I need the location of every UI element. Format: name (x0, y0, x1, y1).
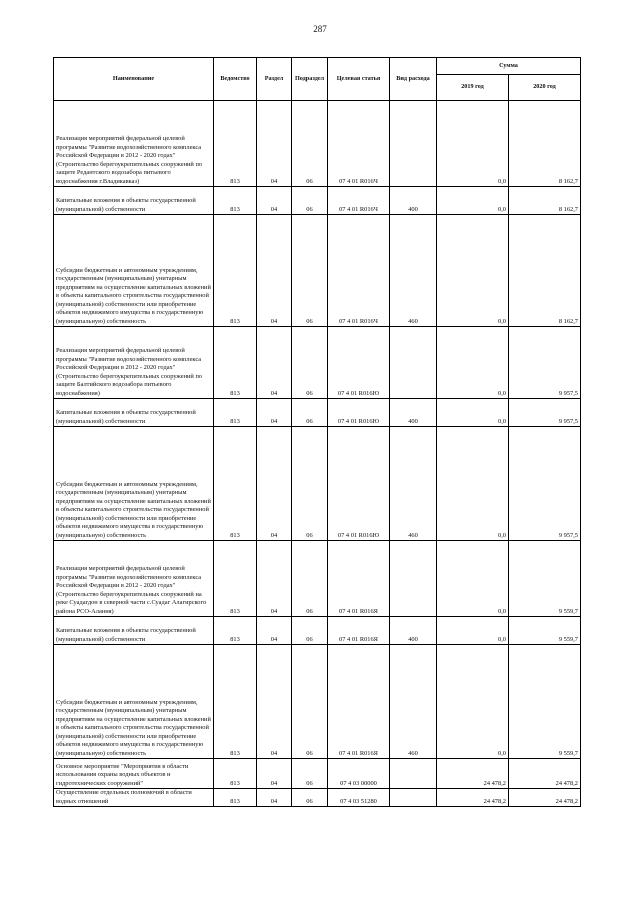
row-name: Реализация мероприятий федеральной целевой программы "Развитие водохозяйственного комплекса Российской Федерации в 2012 - 2020 годах" (Строительство берегоукрепительных сооружений по защите Редантского водозабора питьевого водоснабжения г.Владикавказ) (54, 101, 214, 187)
row-vedomstvo: 813 (214, 541, 257, 617)
row-razdel: 04 (257, 187, 292, 215)
row-vedomstvo: 813 (214, 759, 257, 789)
row-sum-2019: 0,0 (437, 541, 509, 617)
header-podrazdel: Подраздел (292, 58, 328, 101)
row-sum-2019: 24 478,2 (437, 759, 509, 789)
row-sum-2020: 9 559,7 (509, 541, 581, 617)
table-row (54, 541, 581, 617)
row-razdel: 04 (257, 759, 292, 789)
row-celevaya: 07 4 03 51280 (328, 789, 390, 807)
header-year-2019: 2019 год (437, 75, 509, 101)
row-vedomstvo: 813 (214, 399, 257, 427)
row-sum-2020: 9 559,7 (509, 645, 581, 759)
row-podrazdel: 06 (292, 187, 328, 215)
row-razdel: 04 (257, 427, 292, 541)
row-celevaya: 07 4 01 R016Ю (328, 327, 390, 399)
header-vedomstvo: Ведомство (214, 58, 257, 101)
header-summa: Сумма (437, 58, 581, 75)
row-podrazdel: 06 (292, 617, 328, 645)
row-sum-2020: 24 478,2 (509, 759, 581, 789)
row-vedomstvo: 813 (214, 645, 257, 759)
header-razdel: Раздел (257, 58, 292, 101)
table-row (54, 101, 581, 187)
table-row (54, 399, 581, 427)
row-vid-rashoda: 400 (390, 617, 437, 645)
row-name: Капитальные вложения в объекты государственной (муниципальной) собственности (54, 399, 214, 427)
row-celevaya: 07 4 01 R016Ю (328, 399, 390, 427)
row-vedomstvo: 813 (214, 215, 257, 327)
row-sum-2019: 24 478,2 (437, 789, 509, 807)
row-vedomstvo: 813 (214, 789, 257, 807)
row-vid-rashoda (390, 789, 437, 807)
row-sum-2020: 9 559,7 (509, 617, 581, 645)
table-row (54, 617, 581, 645)
table-row (54, 327, 581, 399)
row-name: Субсидии бюджетным и автономным учреждениям, государственным (муниципальным) унитарным предприятиям на осуществление капитальных вложений в объекты капитального строительства государственной (муниципальной) собственности или приобретение объектов недвижимого имущества в государственную (муниципальную) собственность (54, 645, 214, 759)
row-sum-2019: 0,0 (437, 215, 509, 327)
row-sum-2020: 9 957,5 (509, 327, 581, 399)
row-sum-2019: 0,0 (437, 645, 509, 759)
row-celevaya: 07 4 01 R016Ч (328, 187, 390, 215)
table-body (54, 101, 581, 807)
row-sum-2019: 0,0 (437, 101, 509, 187)
row-razdel: 04 (257, 101, 292, 187)
row-razdel: 04 (257, 215, 292, 327)
table-row (54, 789, 581, 807)
row-razdel: 04 (257, 617, 292, 645)
row-vid-rashoda: 460 (390, 427, 437, 541)
row-name: Основное мероприятие "Мероприятия в области использования охраны водных объектов и гидротехнических сооружений" (54, 759, 214, 789)
row-vid-rashoda (390, 541, 437, 617)
row-sum-2020: 24 478,2 (509, 789, 581, 807)
row-razdel: 04 (257, 399, 292, 427)
row-name: Осуществление отдельных полномочий в области водных отношений (54, 789, 214, 807)
row-sum-2019: 0,0 (437, 327, 509, 399)
row-celevaya: 07 4 01 R016Я (328, 645, 390, 759)
row-vid-rashoda (390, 327, 437, 399)
header-name: Наименование (54, 58, 214, 101)
table-row (54, 187, 581, 215)
row-celevaya: 07 4 01 R016Ч (328, 215, 390, 327)
table-row (54, 759, 581, 789)
header-year-2020: 2020 год (509, 75, 581, 101)
row-podrazdel: 06 (292, 215, 328, 327)
row-vid-rashoda (390, 759, 437, 789)
row-name: Субсидии бюджетным и автономным учреждениям, государственным (муниципальным) унитарным предприятиям на осуществление капитальных вложений в объекты капитального строительства государственной (муниципальной) собственности или приобретение объектов недвижимого имущества в государственную (муниципальную) собственность (54, 427, 214, 541)
table-header (54, 58, 581, 101)
row-celevaya: 07 4 01 R016Я (328, 541, 390, 617)
row-razdel: 04 (257, 645, 292, 759)
row-celevaya: 07 4 01 R016Я (328, 617, 390, 645)
row-name: Субсидии бюджетным и автономным учреждениям, государственным (муниципальным) унитарным предприятиям на осуществление капитальных вложений в объекты капитального строительства государственной (муниципальной) собственности или приобретение объектов недвижимого имущества в государственную (муниципальную) собственность (54, 215, 214, 327)
row-sum-2019: 0,0 (437, 427, 509, 541)
row-razdel: 04 (257, 789, 292, 807)
row-razdel: 04 (257, 541, 292, 617)
row-sum-2020: 8 162,7 (509, 187, 581, 215)
row-sum-2019: 0,0 (437, 399, 509, 427)
row-podrazdel: 06 (292, 789, 328, 807)
row-vedomstvo: 813 (214, 327, 257, 399)
header-celevaya: Целевая статья (328, 58, 390, 101)
row-celevaya: 07 4 01 R016Ч (328, 101, 390, 187)
row-name: Реализация мероприятий федеральной целевой программы "Развитие водохозяйственного комплекса Российской Федерации в 2012 - 2020 годах" (Строительство берегоукрепительных сооружений по защите Балтийского водозабора питьевого водоснабжения) (54, 327, 214, 399)
row-vedomstvo: 813 (214, 101, 257, 187)
row-celevaya: 07 4 03 00000 (328, 759, 390, 789)
row-vid-rashoda: 460 (390, 645, 437, 759)
table-row (54, 645, 581, 759)
row-sum-2020: 9 957,5 (509, 427, 581, 541)
row-podrazdel: 06 (292, 759, 328, 789)
row-vedomstvo: 813 (214, 617, 257, 645)
row-name: Капитальные вложения в объекты государственной (муниципальной) собственности (54, 617, 214, 645)
page-number: 287 (313, 24, 327, 34)
budget-table (53, 57, 581, 807)
row-sum-2019: 0,0 (437, 617, 509, 645)
row-podrazdel: 06 (292, 427, 328, 541)
row-vedomstvo: 813 (214, 427, 257, 541)
row-sum-2020: 9 957,5 (509, 399, 581, 427)
row-podrazdel: 06 (292, 541, 328, 617)
row-sum-2019: 0,0 (437, 187, 509, 215)
row-vedomstvo: 813 (214, 187, 257, 215)
row-name: Капитальные вложения в объекты государственной (муниципальной) собственности (54, 187, 214, 215)
row-podrazdel: 06 (292, 645, 328, 759)
table-row (54, 427, 581, 541)
row-vid-rashoda: 400 (390, 187, 437, 215)
row-vid-rashoda: 460 (390, 215, 437, 327)
row-celevaya: 07 4 01 R016Ю (328, 427, 390, 541)
row-sum-2020: 8 162,7 (509, 101, 581, 187)
row-vid-rashoda (390, 101, 437, 187)
row-podrazdel: 06 (292, 101, 328, 187)
table-row (54, 215, 581, 327)
row-razdel: 04 (257, 327, 292, 399)
row-sum-2020: 8 162,7 (509, 215, 581, 327)
row-vid-rashoda: 400 (390, 399, 437, 427)
row-podrazdel: 06 (292, 327, 328, 399)
row-name: Реализация мероприятий федеральной целевой программы "Развитие водохозяйственного комплекса Российской Федерации в 2012 - 2020 годах" (Строительство берегоукрепительных сооружений на реке Суадагдон в северной части с.Суадаг Алагирского района РСО-Алания) (54, 541, 214, 617)
row-podrazdel: 06 (292, 399, 328, 427)
header-vid-rashoda: Вид расхода (390, 58, 437, 101)
